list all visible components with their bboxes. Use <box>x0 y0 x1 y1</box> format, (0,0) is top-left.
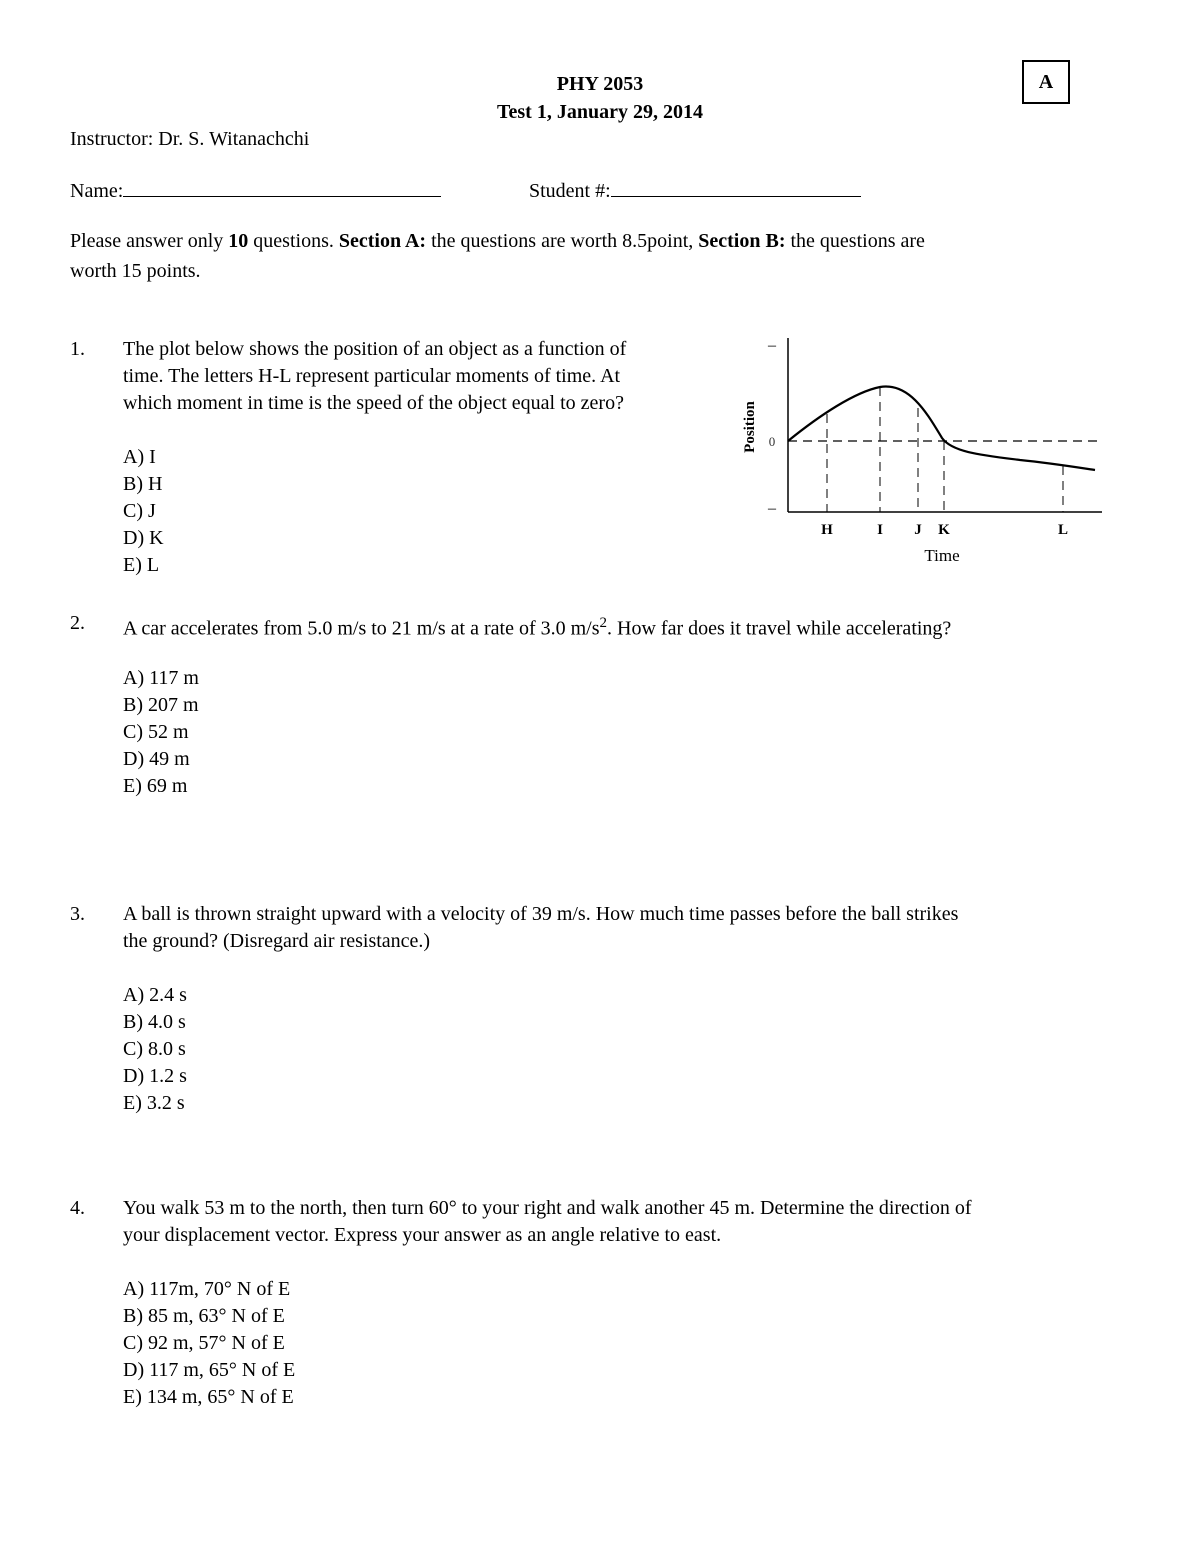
instructions <box>70 228 925 255</box>
answer-choice[interactable]: B) 207 m <box>123 694 199 716</box>
answer-choice[interactable]: D) 1.2 s <box>123 1065 187 1087</box>
question-number: 4. <box>70 1197 85 1219</box>
answer-choice[interactable]: C) 8.0 s <box>123 1038 186 1060</box>
x-marker-label: K <box>938 522 950 538</box>
answer-choice[interactable]: A) 117m, 70° N of E <box>123 1278 291 1300</box>
test-title: Test 1, January 29, 2014 <box>497 101 703 123</box>
section-a-label: Section A: <box>338 230 427 252</box>
student-number-blank[interactable] <box>611 176 861 197</box>
question-text: your displacement vector. Express your answer as an angle relative to east. <box>123 1224 722 1246</box>
answer-choice[interactable]: A) 2.4 s <box>123 984 187 1006</box>
question-text: which moment in time is the speed of the object equal to zero? <box>123 392 624 414</box>
answer-choice[interactable]: D) 117 m, 65° N of E <box>123 1359 296 1381</box>
position-time-chart <box>730 330 1110 570</box>
instructions-text: Please answer only <box>70 230 229 252</box>
instructions-text: the questions are <box>785 230 925 252</box>
superscript: 2 <box>599 615 608 631</box>
answer-choice[interactable]: B) H <box>123 473 163 495</box>
instructions-text: the questions are worth 8.5point, <box>426 230 699 252</box>
answer-choice[interactable]: D) K <box>123 527 164 549</box>
x-marker-label: H <box>821 522 833 538</box>
question-number: 3. <box>70 903 85 925</box>
section-b-label: Section B: <box>698 230 786 252</box>
answer-choice[interactable]: E) 69 m <box>123 775 188 797</box>
answer-choice[interactable]: C) 52 m <box>123 721 189 743</box>
question-text: The plot below shows the position of an object as a function of <box>123 338 627 360</box>
y-tick-label: – <box>768 337 776 354</box>
answer-choice[interactable]: C) 92 m, 57° N of E <box>123 1332 285 1354</box>
question-text-end: . How far does it travel while accelerating? <box>607 617 952 640</box>
answer-choice[interactable]: B) 85 m, 63° N of E <box>123 1305 285 1327</box>
course-title: PHY 2053 <box>556 73 644 95</box>
question-text: time. The letters H-L represent particular moments of time. At <box>123 365 621 387</box>
instructions-line2: worth 15 points. <box>70 260 201 282</box>
name-field[interactable] <box>70 176 441 205</box>
y-tick-label: – <box>768 500 776 517</box>
x-marker-label: J <box>914 522 922 538</box>
x-marker-label: I <box>877 522 883 538</box>
answer-choice[interactable]: E) L <box>123 554 160 576</box>
answer-choice[interactable]: B) 4.0 s <box>123 1011 186 1033</box>
question-number: 1. <box>70 338 85 360</box>
position-curve <box>788 386 1095 470</box>
answer-choice[interactable]: A) 117 m <box>123 667 199 689</box>
student-number-field[interactable] <box>529 176 861 205</box>
question-number: 2. <box>70 612 85 634</box>
question-text: You walk 53 m to the north, then turn 60° to your right and walk another 45 m. Determine the direction of <box>123 1197 972 1219</box>
answer-choice[interactable]: A) I <box>123 446 156 468</box>
question-text <box>123 610 951 643</box>
question-text: the ground? (Disregard air resistance.) <box>123 930 431 952</box>
version-box: A <box>1022 60 1070 104</box>
x-marker-label: L <box>1057 522 1069 538</box>
instructions-count: 10 <box>228 230 249 252</box>
question-text: A ball is thrown straight upward with a velocity of 39 m/s. How much time passes before the ball strikes <box>123 903 959 925</box>
y-axis-label: Position <box>742 401 758 453</box>
student-number-label: Student #: <box>529 180 611 202</box>
answer-choice[interactable]: D) 49 m <box>123 748 190 770</box>
instructor: Instructor: Dr. S. Witanachchi <box>70 128 310 150</box>
y-tick-label: 0 <box>768 434 776 449</box>
instructions-text: questions. <box>248 230 339 252</box>
answer-choice[interactable]: E) 3.2 s <box>123 1092 185 1114</box>
name-label: Name: <box>70 180 124 202</box>
answer-choice[interactable]: E) 134 m, 65° N of E <box>123 1386 294 1408</box>
name-blank[interactable] <box>123 176 441 197</box>
x-axis-label: Time <box>924 546 960 565</box>
question-text-main: A car accelerates from 5.0 m/s to 21 m/s at a rate of 3.0 m/s <box>123 617 600 640</box>
answer-choice[interactable]: C) J <box>123 500 156 522</box>
